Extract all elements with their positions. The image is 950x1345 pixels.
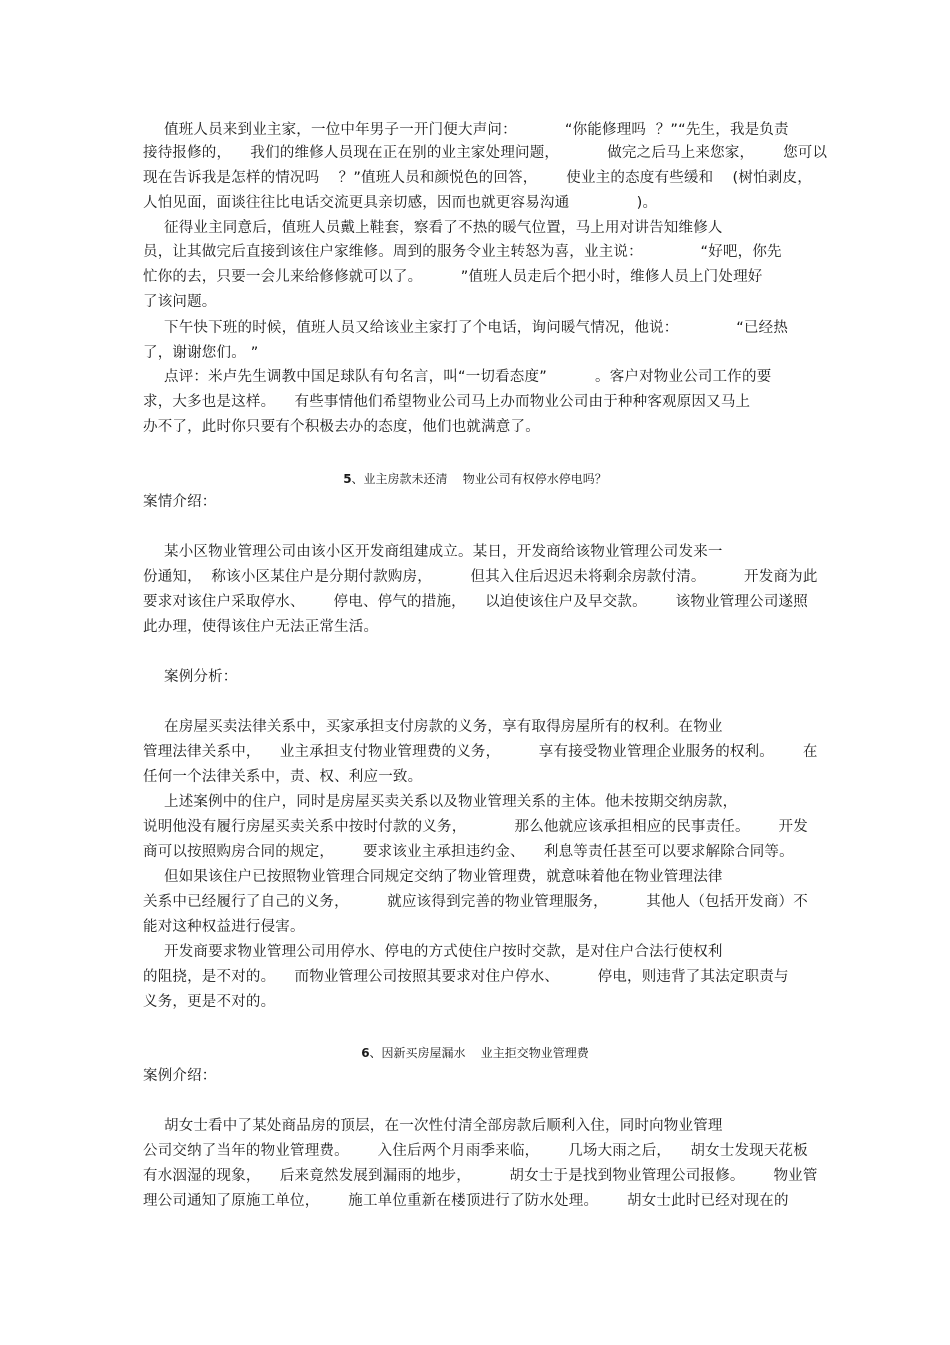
paragraph-line: 现在告诉我是怎样的情况吗 ？”值班人员和颜悦色的回答， 使业主的态度有些缓和 (树怕剥皮， xyxy=(143,170,812,186)
paragraph-line: 开发商要求物业管理公司用停水、停电的方式使住户按时交款，是对住户合法行使权利 xyxy=(164,944,723,960)
paragraph-line: 任何一个法律关系中，责、权、利应一致。 xyxy=(143,769,423,785)
section-label: 案例介绍： xyxy=(143,1068,217,1084)
paragraph-line: 的阻挠，是不对的。 而物业管理公司按照其要求对住户停水、 停电，则违背了其法定职责与 xyxy=(143,969,789,985)
paragraph-line: 了，谢谢您们。 ” xyxy=(143,345,259,361)
paragraph-line: 胡女士看中了某处商品房的顶层，在一次性付清全部房款后顺利入住，同时向物业管理 xyxy=(164,1118,723,1134)
paragraph-line: 人怕见面，面谈往往比电话交流更具亲切感，因而也就更容易沟通 )。 xyxy=(143,195,658,211)
paragraph-line: 关系中已经履行了自己的义务， 就应该得到完善的物业管理服务， 其他人（包括开发商）不 xyxy=(143,894,808,910)
section-label: 案例分析： xyxy=(164,669,238,685)
case-5-heading xyxy=(0,471,950,487)
paragraph-line: 份通知， 称该小区某住户是分期付款购房， 但其入住后迟迟未将剩余房款付清。 开发商为此 xyxy=(143,569,818,585)
paragraph-line: 某小区物业管理公司由该小区开发商组建成立。某日，开发商给该物业管理公司发来一 xyxy=(164,544,723,560)
commentary-line: 点评：米卢先生调教中国足球队有句名言，叫“一切看态度” 。客户对物业公司工作的要 xyxy=(164,369,772,385)
paragraph-line: 能对这种权益进行侵害。 xyxy=(143,919,305,935)
section-label: 案情介绍： xyxy=(143,494,217,510)
paragraph-line: 征得业主同意后，值班人员戴上鞋套，察看了不热的暖气位置，马上用对讲告知维修人 xyxy=(164,220,723,236)
commentary-line: 办不了，此时你只要有个积极去办的态度，他们也就满意了。 xyxy=(143,419,540,435)
commentary-line: 求，大多也是这样。 有些事情他们希望物业公司马上办而物业公司由于种种客观原因又马上 xyxy=(143,394,751,410)
paragraph-line: 管理法律关系中， 业主承担支付物业管理费的义务， 享有接受物业管理企业服务的权利。 在 xyxy=(143,744,818,760)
paragraph-line: 此办理，使得该住户无法正常生活。 xyxy=(143,619,379,635)
paragraph-line: 商可以按照购房合同的规定， 要求该业主承担违约金、 利息等责任甚至可以要求解除合同等。 xyxy=(143,844,794,860)
paragraph-line: 接待报修的， 我们的维修人员现在正在别的业主家处理问题， 做完之后马上来您家， 您可以 xyxy=(143,145,828,161)
paragraph-line: 公司交纳了当年的物业管理费。 入住后两个月雨季来临， 几场大雨之后， 胡女士发现天花板 xyxy=(143,1143,808,1159)
case-title: 、因新买房屋漏水 业主拒交物业管理费 xyxy=(369,1046,589,1060)
paragraph-line: 值班人员来到业主家，一位中年男子一开门便大声问： “你能修理吗 ？”“先生，我是负责 xyxy=(164,122,789,138)
paragraph-line: 在房屋买卖法律关系中，买家承担支付房款的义务，享有取得房屋所有的权利。在物业 xyxy=(164,719,723,735)
paragraph-line: 忙你的去，只要一会儿来给修修就可以了。 ”值班人员走后个把小时，维修人员上门处理好 xyxy=(143,269,763,285)
paragraph-line: 上述案例中的住户，同时是房屋买卖关系以及物业管理关系的主体。他未按期交纳房款， xyxy=(164,794,738,810)
paragraph-line: 说明他没有履行房屋买卖关系中按时付款的义务， 那么他就应该承担相应的民事责任。 开发 xyxy=(143,819,808,835)
paragraph-line: 有水洇湿的现象， 后来竟然发展到漏雨的地步， 胡女士于是找到物业管理公司报修。 物业管 xyxy=(143,1168,818,1184)
case-number: 5 xyxy=(343,472,352,486)
paragraph-line: 员，让其做完后直接到该住户家维修。周到的服务令业主转怒为喜，业主说： “好吧，你先 xyxy=(143,244,782,260)
case-number: 6 xyxy=(361,1046,370,1060)
paragraph-line: 要求对该住户采取停水、 停电、停气的措施， 以迫使该住户及早交款。 该物业管理公司遂照 xyxy=(143,594,808,610)
case-6-heading xyxy=(0,1045,950,1061)
case-title: 、业主房款未还清 物业公司有权停水停电吗？ xyxy=(351,472,607,486)
paragraph-line: 义务，更是不对的。 xyxy=(143,994,276,1010)
paragraph-line: 但如果该住户已按照物业管理合同规定交纳了物业管理费，就意味着他在物业管理法律 xyxy=(164,869,723,885)
paragraph-line: 了该问题。 xyxy=(143,294,217,310)
paragraph-line: 下午快下班的时候，值班人员又给该业主家打了个电话，询问暖气情况，他说： “已经热 xyxy=(164,320,789,336)
paragraph-line: 理公司通知了原施工单位， 施工单位重新在楼顶进行了防水处理。 胡女士此时已经对现在的 xyxy=(143,1193,789,1209)
